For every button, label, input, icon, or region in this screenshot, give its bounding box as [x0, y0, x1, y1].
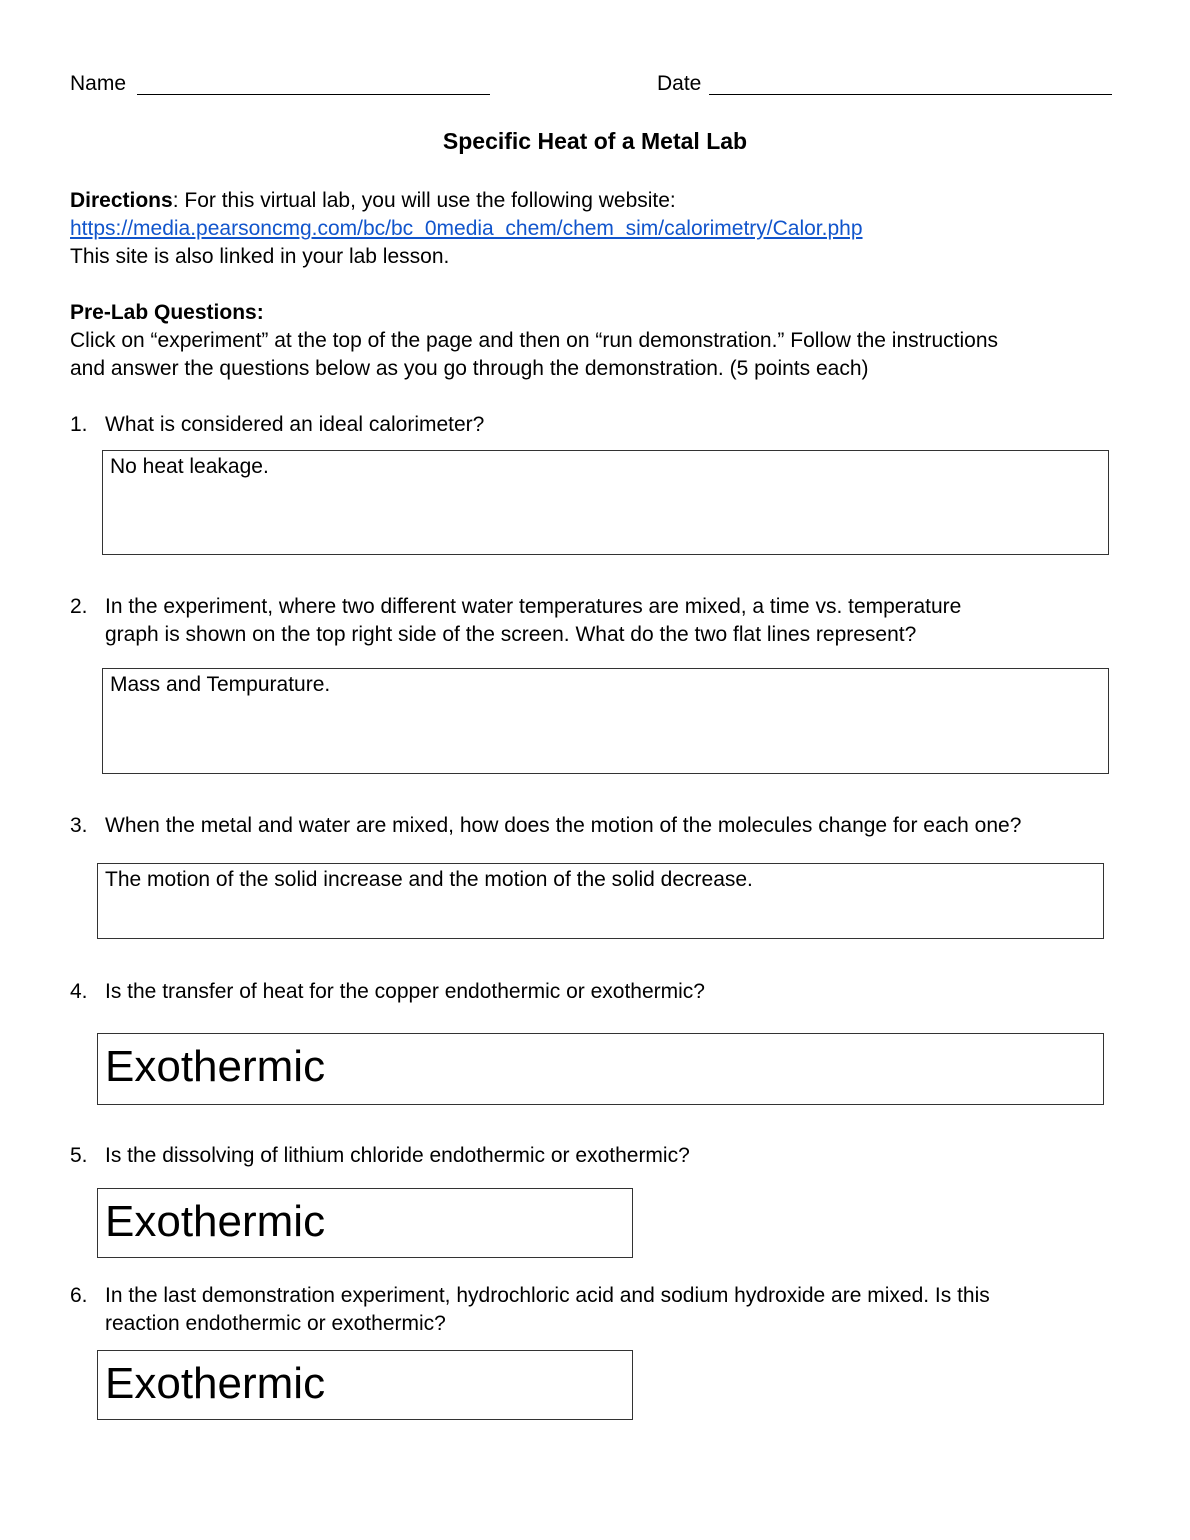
question-number: 2.: [70, 595, 88, 618]
question-text-line-1: In the last demonstration experiment, hydrochloric acid and sodium hydroxide are mixed. Is this: [105, 1284, 990, 1307]
name-field[interactable]: [137, 94, 490, 95]
question-1: [70, 411, 1130, 439]
answer-text: Mass and Tempurature.: [110, 673, 331, 696]
question-text: When the metal and water are mixed, how does the motion of the molecules change for each one?: [105, 814, 1022, 837]
answer-text: Exothermic: [105, 1197, 326, 1246]
page-title: Specific Heat of a Metal Lab: [442, 128, 748, 154]
directions-label: Directions: [70, 189, 173, 212]
question-text-line-2: reaction endothermic or exothermic?: [105, 1312, 446, 1335]
answer-box-1[interactable]: [102, 450, 1109, 555]
date-field[interactable]: [709, 94, 1112, 95]
answer-box-2[interactable]: [102, 668, 1109, 774]
question-number: 6.: [70, 1284, 88, 1307]
question-text-line-1: In the experiment, where two different water temperatures are mixed, a time vs. temperature: [105, 595, 962, 618]
prelab-instructions-line-2: and answer the questions below as you go through the demonstration. (5 points each): [70, 357, 869, 380]
answer-text: The motion of the solid increase and the motion of the solid decrease.: [105, 868, 753, 891]
answer-text: Exothermic: [105, 1359, 326, 1408]
question-text-line-2: graph is shown on the top right side of the screen. What do the two flat lines represent?: [105, 623, 917, 646]
prelab-block: [70, 299, 1130, 383]
answer-text: No heat leakage.: [110, 455, 269, 478]
question-number: 5.: [70, 1144, 88, 1167]
question-3: [70, 812, 1130, 840]
question-6: [70, 1282, 1130, 1338]
date-label: Date: [657, 72, 702, 95]
question-text: Is the dissolving of lithium chloride endothermic or exothermic?: [105, 1144, 690, 1167]
question-4: [70, 978, 1130, 1006]
directions-note: This site is also linked in your lab lesson.: [70, 245, 450, 268]
answer-box-6[interactable]: [97, 1350, 633, 1420]
prelab-heading: Pre-Lab Questions:: [70, 301, 264, 324]
question-5: [70, 1142, 1130, 1170]
question-2: [70, 593, 1130, 649]
question-number: 4.: [70, 980, 88, 1003]
name-label: Name: [70, 72, 127, 95]
calorimetry-link[interactable]: https://media.pearsoncmg.com/bc/bc_0media_chem/chem_sim/calorimetry/Calor.php: [70, 217, 863, 240]
answer-text: Exothermic: [105, 1042, 326, 1091]
answer-box-4[interactable]: [97, 1033, 1104, 1105]
question-number: 1.: [70, 413, 88, 436]
answer-box-5[interactable]: [97, 1188, 633, 1258]
question-text: What is considered an ideal calorimeter?: [105, 413, 485, 436]
answer-box-3[interactable]: [97, 863, 1104, 939]
directions-text: : For this virtual lab, you will use the following website:: [172, 189, 676, 212]
question-number: 3.: [70, 814, 88, 837]
directions-block: [70, 187, 1130, 271]
question-text: Is the transfer of heat for the copper endothermic or exothermic?: [105, 980, 705, 1003]
prelab-instructions-line-1: Click on “experiment” at the top of the page and then on “run demonstration.” Follow the instructions: [70, 329, 998, 352]
